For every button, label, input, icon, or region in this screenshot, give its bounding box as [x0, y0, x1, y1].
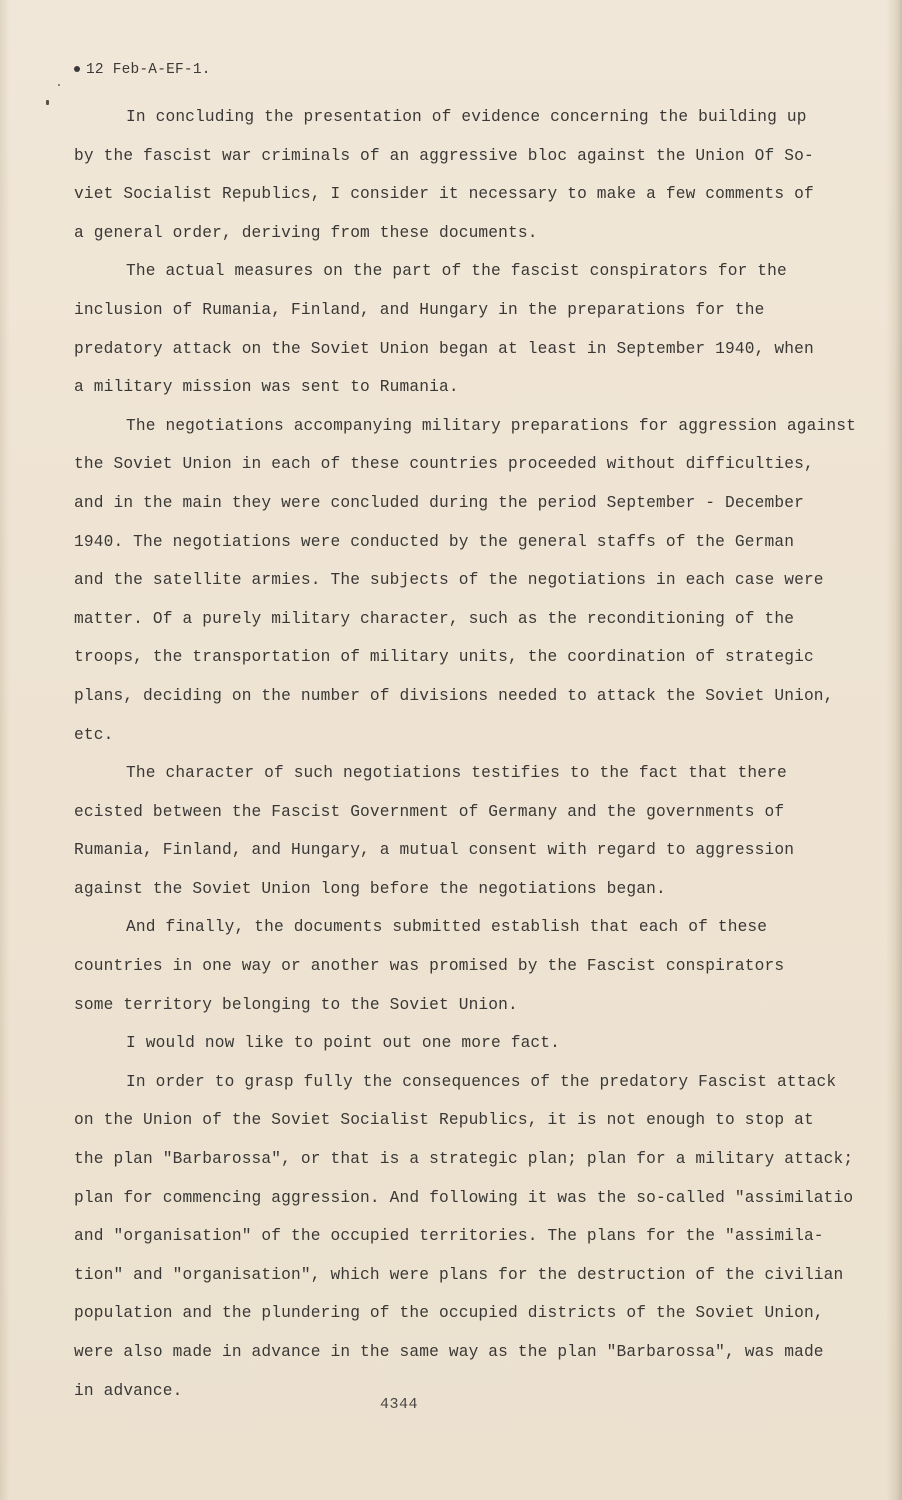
text-line: and in the main they were concluded during the period September - December — [74, 493, 804, 512]
bullet-dot-icon — [74, 66, 80, 72]
text-line: countries in one way or another was promised by the Fascist conspirators — [74, 957, 785, 976]
text-line: ecisted between the Fascist Government of Germany and the governments of — [74, 802, 785, 821]
text-line: against the Soviet Union long before the negotiations began. — [74, 879, 666, 898]
text-line: and "organisation" of the occupied territories. The plans for the "assimila- — [74, 1227, 824, 1246]
text-line: were also made in advance in the same way as the plan "Barbarossa", was made — [74, 1343, 824, 1361]
text-line: a general order, deriving from these documents. — [74, 223, 538, 242]
header-reference: 12 Feb-A-EF-1. — [86, 62, 211, 78]
text-line: by the fascist war criminals of an aggressive bloc against the Union Of So- — [74, 146, 814, 165]
text-line: and the satellite armies. The subjects of the negotiations in each case were — [74, 571, 824, 590]
text-line: The negotiations accompanying military preparations for aggression against — [126, 416, 856, 435]
text-line: Rumania, Finland, and Hungary, a mutual consent with regard to aggression — [74, 841, 795, 860]
text-line: a military mission was sent to Rumania. — [74, 378, 459, 397]
text-line: the plan "Barbarossa", or that is a strategic plan; plan for a military attack; — [74, 1150, 854, 1169]
text-line: 1940. The negotiations were conducted by the general staffs of the German — [74, 532, 795, 551]
text-line: plans, deciding on the number of divisions needed to attack the Soviet Union, — [74, 686, 834, 705]
text-line: The actual measures on the part of the fascist conspirators for the — [126, 262, 787, 281]
text-line: matter. Of a purely military character, such as the reconditioning of the — [74, 609, 795, 628]
text-line: viet Socialist Republics, I consider it necessary to make a few comments of — [74, 185, 814, 204]
text-line: in advance. — [74, 1381, 183, 1400]
text-line: etc. — [74, 725, 114, 744]
text-line: population and the plundering of the occupied districts of the Soviet Union, — [74, 1304, 824, 1323]
document-body — [74, 98, 856, 1410]
paper-edge-right — [886, 0, 902, 1500]
text-line: inclusion of Rumania, Finland, and Hungary in the preparations for the — [74, 300, 765, 319]
text-line: troops, the transportation of military units, the coordination of strategic — [74, 648, 814, 667]
text-line: In concluding the presentation of evidence concerning the building up — [126, 108, 807, 126]
paper-edge-left — [0, 0, 10, 1500]
text-line: the Soviet Union in each of these countries proceeded without difficulties, — [74, 455, 814, 474]
document-header — [74, 62, 211, 78]
text-line: And finally, the documents submitted establish that each of these — [126, 918, 768, 937]
text-line: plan for commencing aggression. And following it was the so-called "assimilatio — [74, 1188, 854, 1207]
ink-speck — [58, 84, 60, 86]
page-number: 4344 — [380, 1396, 419, 1413]
text-line: on the Union of the Soviet Socialist Republics, it is not enough to stop at — [74, 1111, 814, 1130]
text-line: The character of such negotiations testifies to the fact that there — [126, 764, 787, 783]
text-line: In order to grasp fully the consequences of the predatory Fascist attack — [126, 1072, 837, 1091]
text-line: tion" and "organisation", which were plans for the destruction of the civilian — [74, 1265, 844, 1284]
text-line: predatory attack on the Soviet Union began at least in September 1940, when — [74, 339, 814, 358]
text-line: some territory belonging to the Soviet Union. — [74, 995, 518, 1014]
ink-mark — [46, 100, 49, 105]
text-line: I would now like to point out one more fact. — [126, 1034, 561, 1053]
